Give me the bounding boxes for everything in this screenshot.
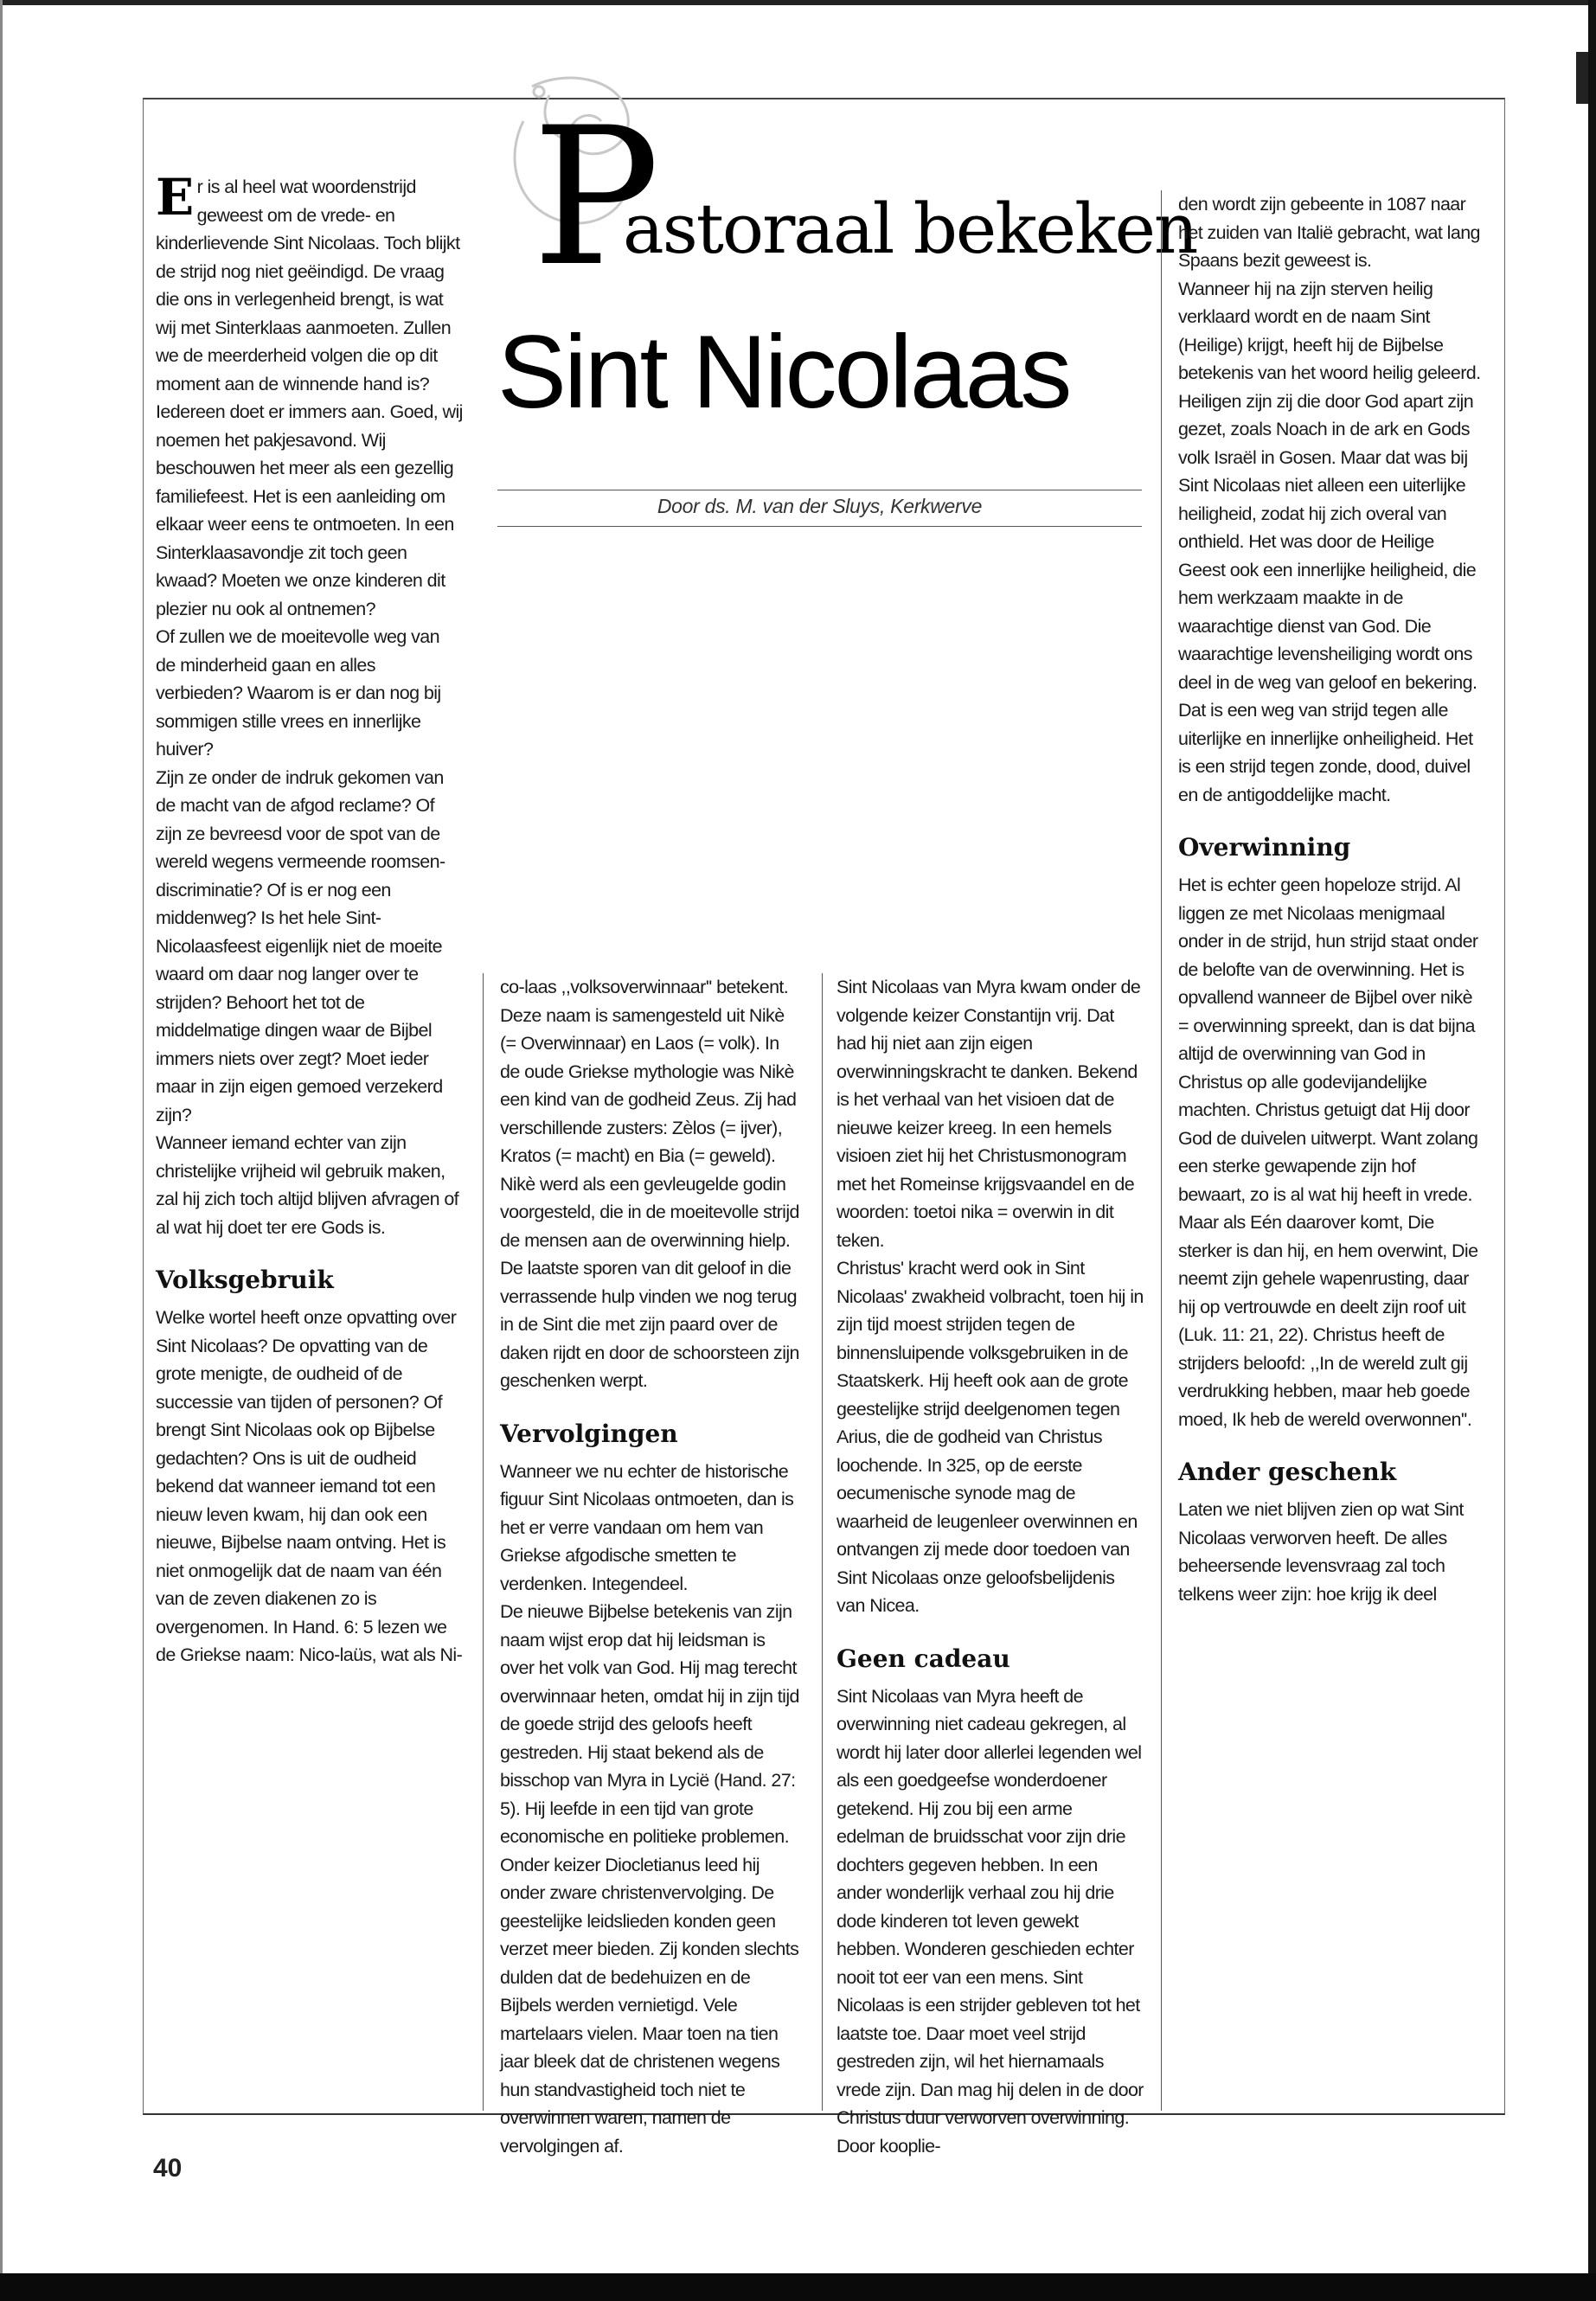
subheading-geen-cadeau: Geen cadeau	[836, 1644, 1010, 1673]
column-divider	[483, 973, 484, 2111]
subheading-ander-geschenk: Ander geschenk	[1178, 1458, 1397, 1486]
paragraph: Wanneer iemand echter van zijn christelijke vrijheid wil gebruik maken, zal hij zich toch altijd blijven afvragen of al wat hij doet ter ere Gods is.	[156, 1132, 459, 1238]
title-pastoraal-bekeken: astoraal bekeken	[623, 189, 1197, 269]
subheading-volksgebruik: Volksgebruik	[156, 1266, 334, 1294]
intro-text: r is al heel wat woordenstrijd geweest om de vrede- en kinderlievende Sint Nicolaas. Toch blijkt de strijd nog niet geëindigd. De vraag die ons in verlegenheid brengt, is wat wij met Sinterklaas aanmoeten. Zullen we de meerderheid volgen die op dit moment aan de winnende hand is? Iedereen doet er immers aan. Goed, wij noemen het pakjesavond. Wij beschouwen het meer als een gezellig familiefeest. Het is een aanleiding om elkaar weer eens te ontmoeten. In een Sinterklaasavondje zit toch geen kwaad? Moeten we onze kinderen dit plezier nu ook al ontnemen?	[156, 176, 463, 619]
scan-border-right	[1588, 0, 1596, 2301]
title-initial: P	[532, 87, 656, 308]
paragraph: Welke wortel heeft onze opvatting over Sint Nicolaas? De opvatting van de grote menigte, de oudheid of de successie van tijden of personen? Of brengt Sint Nicolaas ook op Bijbelse gedachten? Ons is uit de oudheid bekend dat wanneer iemand tot een nieuw leven kwam, hij dan ook een nieuwe, Bijbelse naam ontving. Het is niet onmogelijk dat de naam van één van de zeven diakenen zo is overgenomen. In Hand. 6: 5 lezen we de Griekse naam: Nico-laüs, wat als Ni-	[156, 1307, 463, 1665]
paragraph: Sint Nicolaas van Myra kwam onder de volgende keizer Constantijn vrij. Dat had hij niet aan zijn eigen overwinningskracht te danken. Bekend is het verhaal van het visioen dat de nieuwe keizer kreeg. In een hemels visioen ziet hij het Christusmonogram met het Romeinse krijgsvaandel en de woorden: toetoi nika = overwin in dit teken.	[836, 977, 1141, 1251]
scan-border-left	[0, 0, 3, 2275]
paragraph: Sint Nicolaas van Myra heeft de overwinning niet cadeau gekregen, al wordt hij later door allerlei legenden wel als een goedgeefse wonderdoener getekend. Hij zou bij een arme edelman de bruidsschat voor zijn drie dochters gegeven hebben. In een ander wonderlijk verhaal zou hij drie dode kinderen tot leven gewekt hebben. Wonderen geschieden echter nooit tot eer van een mens. Sint Nicolaas is een strijder gebleven tot het laatste toe. Daar moet veel strijd gestreden zijn, wil het hiernamaals vrede zijn. Dan mag hij delen in de door Christus duur verworven overwinning. Door kooplie-	[836, 1685, 1144, 2157]
text-column-3	[836, 973, 1144, 2157]
paragraph: Wanneer we nu echter de historische figuur Sint Nicolaas ontmoeten, dan is het er verre vandaan om hem van Griekse afgodische smetten te verdenken. Integendeel.	[500, 1460, 794, 1594]
page-number: 40	[153, 2154, 183, 2182]
paragraph: den wordt zijn gebeente in 1087 naar het zuiden van Italië gebracht, wat lang Spaans bezit geweest is.	[1178, 194, 1480, 271]
scan-artifact	[1576, 52, 1588, 104]
text-column-2	[500, 973, 803, 2157]
intro-paragraph	[156, 168, 463, 623]
column-divider	[822, 973, 823, 2111]
paragraph: co-laas ,,volksoverwinnaar'' betekent. Deze naam is samengesteld uit Nikè (= Overwinnaar) en Laos (= volk). In de oude Griekse mythologie was Nikè een kind van de godheid Zeus. Zij had verschillende zusters: Zèlos (= ijver), Kratos (= macht) en Bia (= geweld). Nikè werd als een gevleugelde godin voorgesteld, die in de moeitevolle strijd de mensen aan de overwinning hielp. De laatste sporen van dit geloof in die verrassende hulp vinden we nog terug in de Sint die met zijn paard over de daken rijdt en door de schoorsteen zijn geschenken werpt.	[500, 977, 799, 1391]
paragraph: Wanneer hij na zijn sterven heilig verklaard wordt en de naam Sint (Heilige) krijgt, heeft hij de Bijbelse betekenis van het woord heilig geleerd. Heiligen zijn zij die door God apart zijn gezet, zoals Noach in de ark en Gods volk Israël in Gosen. Maar dat was bij Sint Nicolaas niet alleen een uiterlijke heiligheid, zodat hij zich overal van onthield. Het was door de Heilige Geest ook een innerlijke heiligheid, die hem werkzaam maakte in de waarachtige dienst van God. Die waarachtige levensheiliging wordt ons deel in de weg van geloof en bekering. Dat is een weg van strijd tegen alle uiterlijke en innerlijke onheiligheid. Het is een strijd tegen zonde, dood, duivel en de antigoddelijke macht.	[1178, 278, 1481, 805]
paragraph: Of zullen we de moeitevolle weg van de minderheid gaan en alles verbieden? Waarom is er dan nog bij sommigen stille vrees en innerlijke huiver?	[156, 626, 441, 760]
text-column-4	[1178, 190, 1485, 2111]
text-column-1	[156, 168, 463, 2111]
column-divider	[1161, 190, 1162, 2111]
byline-rule-bottom	[497, 526, 1142, 527]
paragraph: De nieuwe Bijbelse betekenis van zijn naam wijst erop dat hij leidsman is over het volk van God. Hij mag terecht overwinnaar heten, omdat hij in zijn tijd de goede strijd des geloofs heeft gestreden. Hij staat bekend als de bisschop van Myra in Lycië (Hand. 27: 5). Hij leefde in een tijd van grote economische en politieke problemen. Onder keizer Diocletianus leed hij onder zware christenvervolging. De geestelijke leidslieden konden geen verzet meer bieden. Zij konden slechts dulden dat de bedehuizen en de Bijbels werden vernietigd. Vele martelaars vielen. Maar toen na tien jaar bleek dat de christenen wegens hun standvastigheid toch niet te overwinnen waren, namen de vervolgingen af.	[500, 1601, 799, 2157]
dropcap: E	[156, 168, 194, 227]
paragraph: Christus' kracht werd ook in Sint Nicolaas' zwakheid volbracht, toen hij in zijn tijd moest strijden tegen de binnensluipende volksgebruiken in de Staatskerk. Hij heeft ook aan de grote geestelijke strijd deelgenomen tegen Arius, die de godheid van Christus loochende. In 325, op de eerste oecumenische synode mag de waarheid de leugenleer overwinnen en ontvangen zij mede door toedoen van Sint Nicolaas onze geloofsbelijdenis van Nicea.	[836, 1258, 1144, 1616]
paragraph: Het is echter geen hopeloze strijd. Al liggen ze met Nicolaas menigmaal onder in de strijd, hun strijd staat onder de belofte van de overwinning. Het is opvallend wanneer de Bijbel over nikè = overwinning spreekt, dan is dat bijna altijd de overwinning van God in Christus op alle godevijandelijke machten. Christus getuigt dat Hij door God de duivelen uitwerpt. Want zolang een sterke gewapende zijn hof bewaart, zo is al wat hij heeft in vrede. Maar als Eén daarover komt, Die sterker is dan hij, en hem overwint, Die neemt zijn gehele wapenrusting, daar hij op vertrouwde en deelt zijn roof uit (Luk. 11: 21, 22). Christus heeft de strijders beloofd: ,,In de wereld zult gij verdrukking hebben, maar heb goede moed, Ik heb de wereld overwonnen''.	[1178, 875, 1478, 1430]
subheading-overwinning: Overwinning	[1178, 833, 1351, 862]
scan-border-top	[0, 0, 1596, 5]
paragraph: Laten we niet blijven zien op wat Sint Nicolaas verworven heeft. De alles beheersende levensvraag zal toch telkens weer zijn: hoe krijg ik deel	[1178, 1499, 1464, 1605]
byline: Door ds. M. van der Sluys, Kerkwerve	[657, 495, 983, 517]
subheading-vervolgingen: Vervolgingen	[500, 1419, 678, 1448]
scan-border-bottom	[0, 2273, 1596, 2301]
paragraph: Zijn ze onder de indruk gekomen van de macht van de afgod reclame? Of zijn ze bevreesd voor de spot van de wereld wegens vermeende roomsen-discriminatie? Of is er nog een middenweg? Is het hele Sint-Nicolaasfeest eigenlijk niet de moeite waard om daar nog langer over te strijden? Behoort het tot de middelmatige dingen waar de Bijbel immers niets over zegt? Moet ieder maar in zijn eigen gemoed verzekerd zijn?	[156, 766, 445, 1125]
article-title	[497, 69, 1197, 484]
title-sint-nicolaas: Sint Nicolaas	[497, 314, 1070, 430]
